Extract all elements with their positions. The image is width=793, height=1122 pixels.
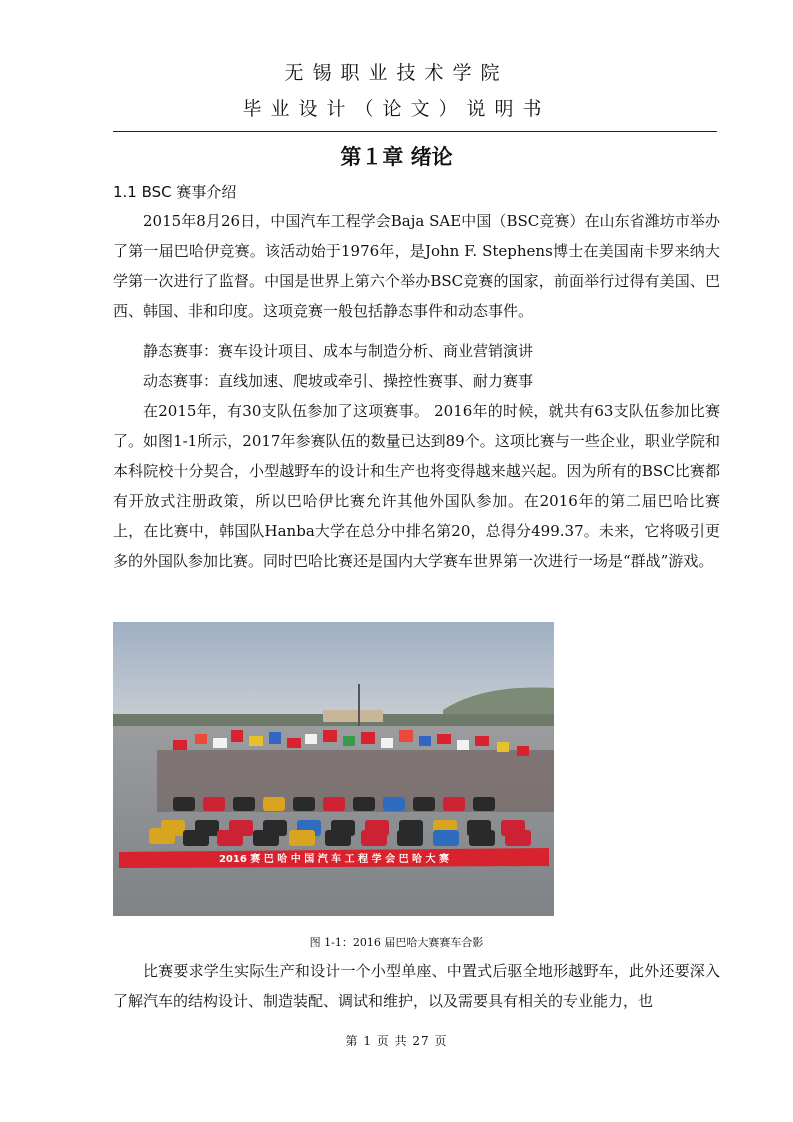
section-title: 1.1 BSC 赛事介绍 — [113, 183, 237, 201]
distant-building — [323, 710, 383, 722]
paragraph-history — [113, 396, 720, 576]
event-banner-text: 2016 赛 巴 哈 中 国 汽 车 工 程 学 会 巴 哈 大 赛 — [218, 854, 450, 865]
paragraph-dynamic-events — [113, 366, 720, 396]
paragraph-text: 比赛要求学生实际生产和设计一个小型单座、中置式后驱全地形越野车，此外还要深入了解汽车的结构设计、制造装配、调试和维护，以及需要具有相关的专业能力，也 — [113, 962, 720, 1010]
figure-photo — [113, 622, 554, 916]
document-header-school: 无锡职业技术学院 — [284, 62, 509, 84]
paragraph-intro — [113, 206, 720, 326]
paragraph-text: 静态赛事：赛车设计项目、成本与制造分析、商业营销演讲 — [143, 342, 534, 360]
header-divider — [113, 131, 717, 132]
paragraph-text: 在2015年，有30支队伍参加了这项赛事。 2016年的时候，就共有63支队伍参加比赛了。如图1-1所示，2017年参赛队伍的数量已达到89个。这项比赛与一些企业，职业学院和本科院校十分契合，小型越野车的设计和生产也将变得越来越兴起。因为所有的BSC比赛都有开放式注册政策，所以巴哈伊比赛允许其他外国队参加。在2016年的第二届巴哈比赛上，在比赛中，韩国队Hanba大学在总分中排名第20，总得分499.37。未来，它将吸引更多的外国队参加比赛。同时巴哈比赛还是国内大学赛车世界第一次进行一场是“群战”游戏。 — [113, 402, 720, 570]
paragraph-requirements — [113, 956, 720, 1016]
paragraph-text: 动态赛事：直线加速、爬坡或牵引、操控性赛事、耐力赛事 — [143, 372, 534, 390]
document-header-title: 毕业设计（论文）说明书 — [242, 98, 551, 120]
paragraph-static-events — [113, 336, 720, 366]
paragraph-text: 2015年8月26日，中国汽车工程学会Baja SAE中国（BSC竞赛）在山东省潍坊市举办了第一届巴哈伊竞赛。该活动始于1976年，是John F. Stephens博士在美国南卡罗来纳大学第一次进行了监督。中国是世界上第六个举办BSC竞赛的国家，前面举行过得有美国、巴西、韩国、非和印度。这项竞赛一般包括静态事件和动态事件。 — [113, 212, 720, 320]
race-cars — [149, 797, 531, 846]
chapter-title: 第１章 绪论 — [340, 145, 453, 169]
page-footer: 第 1 页 共 27 页 — [345, 1034, 448, 1048]
figure-caption: 图 1-1：2016 届巴哈大赛赛车合影 — [309, 936, 484, 949]
group-photo-illustration — [113, 622, 554, 916]
